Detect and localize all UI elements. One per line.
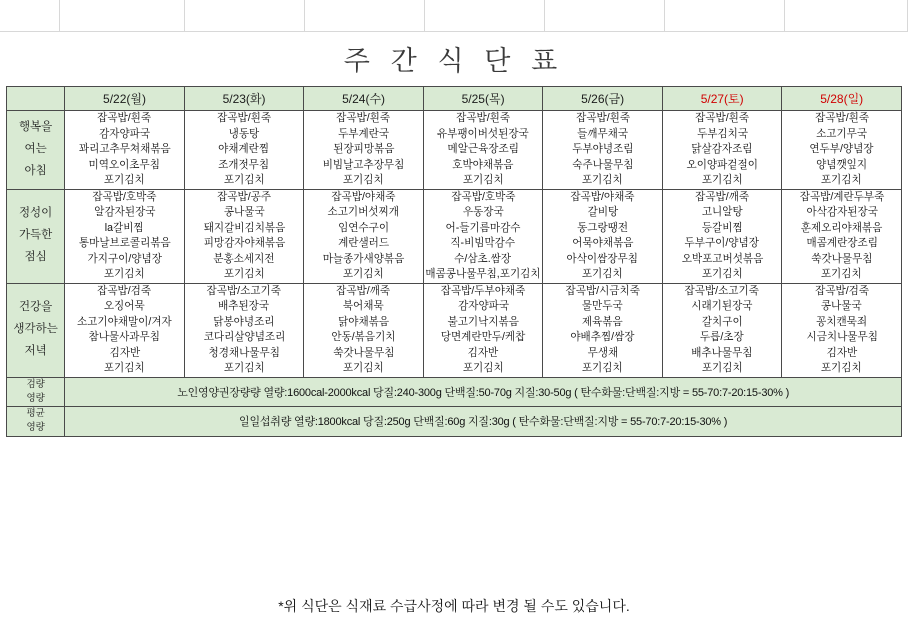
meal-cell <box>65 189 185 283</box>
meal-item: 참나물사과무침 <box>88 331 161 343</box>
meal-cell <box>423 189 543 283</box>
day-header-7: 5/28(일) <box>782 87 902 111</box>
meal-item: 돼지갈비김치볶음 <box>203 221 285 234</box>
meal-item: 꽈리고추무쳐채볶음 <box>78 143 171 155</box>
meal-item: 잡곡밥/야채죽 <box>331 190 396 203</box>
meal-item: 두부야녕조림 <box>572 143 634 155</box>
meal-item: 잡곡밥/흰죽 <box>456 112 511 124</box>
meal-row <box>7 189 902 283</box>
meal-item: 안동/볶음기치 <box>331 331 396 343</box>
meal-item: 코다리살양념조리 <box>203 331 285 343</box>
page-title: 주 간 식 단 표 <box>343 45 565 76</box>
page-title-wrap <box>0 34 908 82</box>
meal-item: 포기김치 <box>223 174 265 186</box>
meal-item: 임연수구이 <box>338 221 390 234</box>
meal-item-list <box>185 190 304 283</box>
meal-item: 불고기낙지볶음 <box>447 315 519 328</box>
meal-item: 포기김치 <box>104 268 145 280</box>
meal-item: 매콤콩나물무침,포기김치 <box>425 268 541 280</box>
meal-item-list <box>782 111 901 189</box>
meal-cell <box>65 283 185 377</box>
meal-item: 매콤계란장조림 <box>806 237 878 249</box>
meal-row-label-line: 점심 <box>24 250 47 263</box>
meal-item-list <box>65 111 184 189</box>
meal-item: 냉동탕 <box>228 127 260 140</box>
nutrition-row-label-line: 평균 <box>26 408 45 419</box>
nutrition-row-label-line: 검량 <box>26 378 45 390</box>
meal-item: 오박포고버섯볶음 <box>681 252 763 265</box>
nutrition-row-value: 일일섭취량 열량:1800kcal 당질:250g 단백질:60g 지질:30g ( 탄수화물:단백질:지방 = 55-70:7-20:15-30% ) <box>65 407 902 437</box>
meal-item: 포기김치 <box>701 362 743 374</box>
meal-item: 마늘종가새양볶음 <box>322 252 405 265</box>
meal-item: 야배추찜/쌈장 <box>570 331 635 343</box>
table-head <box>7 87 902 111</box>
meal-item: 당면계란만두/케찹 <box>440 331 526 343</box>
meal-item: 훈제오리야채볶음 <box>800 221 883 234</box>
meal-item: 통마날브로콜리볶음 <box>78 237 171 249</box>
meal-item: 잡곡밥/흰죽 <box>97 112 152 124</box>
meal-item-list <box>543 284 662 377</box>
meal-item: 잡곡밥/두부야채죽 <box>440 284 526 297</box>
meal-cell <box>304 111 424 190</box>
meal-item: 잡곡밥/검죽 <box>97 284 152 297</box>
meal-item: 김자반 <box>109 346 140 359</box>
meal-item: 메알근육장조림 <box>447 143 519 155</box>
meal-item: 두부계란국 <box>338 127 390 140</box>
meal-item-list <box>304 111 423 189</box>
meal-item: 갈비탕 <box>587 206 618 218</box>
meal-cell <box>65 111 185 190</box>
meal-item: 잡곡밥/소고기죽 <box>684 284 760 297</box>
meal-item-list <box>543 190 662 283</box>
meal-item: 아삭이쌈장무침 <box>566 252 639 265</box>
meal-item-list <box>782 190 901 283</box>
meal-cell <box>184 111 304 190</box>
day-header-5: 5/26(금) <box>543 87 663 111</box>
meal-row <box>7 111 902 190</box>
meal-item: 쑥갓나물무침 <box>811 252 873 265</box>
meal-item: 감자양파국 <box>99 127 151 140</box>
nutrition-row <box>7 407 902 437</box>
meal-cell <box>662 189 782 283</box>
meal-item: 포기김치 <box>343 362 384 374</box>
meal-item: 두릅/초장 <box>700 331 745 343</box>
meal-item: 콩나물국 <box>821 300 863 312</box>
meal-item-list <box>424 190 543 283</box>
meal-row-label <box>7 283 65 377</box>
meal-cell <box>184 189 304 283</box>
meal-item: 김자반 <box>826 346 858 359</box>
meal-item-list <box>65 284 184 377</box>
nutrition-row-label <box>7 377 65 407</box>
meal-item: 호박야채볶음 <box>452 158 514 171</box>
meal-cell <box>662 111 782 190</box>
meal-item: 야채계란찜 <box>218 143 270 155</box>
meal-item-list <box>663 284 782 377</box>
nutrition-row-label-line: 영량 <box>26 422 45 434</box>
meal-item-list <box>185 284 304 377</box>
meal-item: 비빔날고추장무침 <box>322 158 405 171</box>
meal-item-list <box>663 190 782 283</box>
meal-item: 된장피망볶음 <box>332 143 395 155</box>
weekly-menu-table <box>6 86 902 437</box>
meal-item: 물만두국 <box>582 300 624 312</box>
meal-item: 들깨무채국 <box>577 127 629 140</box>
meal-item: 시금치나물무침 <box>806 331 878 343</box>
meal-item: 고니알탕 <box>701 206 743 218</box>
meal-item-list <box>304 190 423 283</box>
meal-item: 두부구이/양념장 <box>684 237 760 249</box>
meal-row-label-line: 건강을 <box>18 301 53 314</box>
grid-cell <box>665 0 785 32</box>
meal-item: 포기김치 <box>821 362 863 374</box>
meal-item-list <box>543 111 662 189</box>
meal-item: 잡곡밥/소고기죽 <box>206 284 282 297</box>
meal-item-list <box>65 190 184 283</box>
meal-item: 숙주나물무침 <box>572 158 634 171</box>
meal-item: 잡곡밥/흰죽 <box>336 112 391 124</box>
meal-item: 청경채나물무침 <box>208 346 280 359</box>
meal-cell <box>543 111 663 190</box>
nutrition-row <box>7 377 902 407</box>
meal-item: 오이양파겉절이 <box>686 158 758 171</box>
meal-item: 포기김치 <box>462 362 504 374</box>
meal-item: 포기김치 <box>701 174 743 186</box>
meal-item: 갈치구이 <box>701 315 743 328</box>
grid-cell <box>305 0 425 32</box>
meal-item: 가지구이/양념장 <box>87 252 162 265</box>
meal-cell <box>543 283 663 377</box>
meal-item: 조개젓무침 <box>218 158 270 171</box>
meal-item-list <box>185 111 304 189</box>
meal-item: 잡곡밥/깨죽 <box>695 190 750 203</box>
meal-item: 꽁치캔묵죄 <box>816 315 868 328</box>
meal-item: 잡곡밥/흰죽 <box>695 112 750 124</box>
meal-item: 아삭감자된장국 <box>806 206 878 218</box>
meal-item: 포기김치 <box>104 362 145 374</box>
spreadsheet-top-strip <box>0 0 908 32</box>
meal-item: 포기김치 <box>223 268 265 280</box>
meal-item-list <box>304 284 423 377</box>
meal-item: 콩나물국 <box>223 206 265 218</box>
meal-item: 배추나물무침 <box>691 346 753 359</box>
meal-item: 두부김치국 <box>696 127 748 140</box>
meal-item: 잡곡밥/공주 <box>217 190 272 203</box>
meal-row-label <box>7 111 65 190</box>
meal-item: 양념깻잎지 <box>816 158 868 171</box>
meal-item: 잡곡밥/흰죽 <box>814 112 869 124</box>
meal-item: 직-비빔막감수 <box>450 237 516 249</box>
meal-item: 포기김치 <box>343 268 384 280</box>
meal-item: 포기김치 <box>462 174 504 186</box>
meal-row-label-line: 가득한 <box>18 229 53 242</box>
meal-item: 소고기무국 <box>816 127 868 140</box>
meal-item: 닭봉야녕조리 <box>213 315 275 328</box>
meal-item: la갈비찜 <box>105 221 144 234</box>
meal-item: 닭야채볶음 <box>338 315 390 328</box>
header-row <box>7 87 902 111</box>
meal-item: 수/삼초.쌈장 <box>454 252 512 265</box>
meal-row-label <box>7 189 65 283</box>
meal-item: 잡곡밥/계란두부죽 <box>799 190 884 203</box>
meal-cell <box>423 283 543 377</box>
meal-item: 감자양파국 <box>457 300 509 312</box>
meal-item: 알감자된장국 <box>93 206 156 218</box>
meal-item: 시래기된장국 <box>691 300 753 312</box>
grid-cell <box>785 0 908 32</box>
meal-row-label-line: 행복을 <box>18 120 53 133</box>
meal-item: 잡곡밥/흰죽 <box>575 112 630 124</box>
meal-cell <box>184 283 304 377</box>
meal-row-label-line: 저녁 <box>24 344 47 357</box>
meal-item: 계란샐러드 <box>338 237 390 249</box>
meal-item: 피망감자야채볶음 <box>203 237 285 249</box>
nutrition-row-label-line: 영량 <box>26 392 45 404</box>
day-header-4: 5/25(목) <box>423 87 543 111</box>
meal-item: 잡곡밥/호박죽 <box>92 190 157 203</box>
meal-cell <box>782 283 902 377</box>
meal-cell <box>782 111 902 190</box>
meal-item: 어-들기름마감수 <box>445 221 521 234</box>
meal-cell <box>543 189 663 283</box>
meal-item: 잡곡밥/깨죽 <box>336 284 391 297</box>
meal-cell <box>662 283 782 377</box>
meal-item-list <box>424 284 543 377</box>
meal-item: 동그랑땡전 <box>577 221 629 234</box>
meal-item-list <box>424 111 543 189</box>
meal-row-label-line: 아침 <box>24 164 47 177</box>
meal-cell <box>423 111 543 190</box>
meal-row-label-line: 정성이 <box>18 207 53 220</box>
meal-item: 잡곡밥/야채죽 <box>570 190 635 203</box>
day-header-2: 5/23(화) <box>184 87 304 111</box>
meal-item: 포기김치 <box>582 268 624 280</box>
meal-item: 포기김치 <box>343 174 384 186</box>
table-body <box>7 111 902 437</box>
meal-item: 포기김치 <box>582 362 624 374</box>
meal-item: 포기김치 <box>821 268 863 280</box>
meal-item: 잡곡밥/검죽 <box>814 284 869 297</box>
meal-item: 포기김치 <box>104 174 145 186</box>
meal-cell <box>782 189 902 283</box>
meal-item: 잡곡밥/흰죽 <box>217 112 272 124</box>
day-header-6: 5/27(토) <box>662 87 782 111</box>
meal-item: 연두부/양념장 <box>809 143 874 155</box>
meal-item: 잡곡밥/호박죽 <box>451 190 516 203</box>
day-header-1: 5/22(월) <box>65 87 185 111</box>
meal-item: 등갈비찜 <box>701 221 743 234</box>
meal-item-list <box>782 284 901 377</box>
meal-item: 포기김치 <box>223 362 265 374</box>
grid-cell <box>60 0 185 32</box>
meal-item: 제육볶음 <box>582 315 624 328</box>
meal-item: 김자반 <box>467 346 499 359</box>
grid-cell <box>0 0 60 32</box>
meal-item: 배추된장국 <box>218 300 270 312</box>
day-header-3: 5/24(수) <box>304 87 424 111</box>
meal-item: 닭살감자조림 <box>691 143 753 155</box>
meal-item: 유부팽이버섯된장국 <box>437 127 530 140</box>
meal-cell <box>304 283 424 377</box>
meal-item: 북어채묵 <box>343 300 384 312</box>
meal-item-list <box>663 111 782 189</box>
meal-item: 어묵야채볶음 <box>572 237 634 249</box>
meal-item: 미역오이초무침 <box>88 158 161 171</box>
meal-item: 소고기야채말이/겨자 <box>77 315 172 328</box>
meal-item: 무생채 <box>587 346 618 359</box>
meal-item: 소고기버섯찌개 <box>327 206 400 218</box>
meal-item: 포기김치 <box>582 174 624 186</box>
nutrition-row-label <box>7 407 65 437</box>
meal-item: 포기김치 <box>821 174 863 186</box>
grid-cell <box>545 0 665 32</box>
meal-item: 오징어묵 <box>104 300 145 312</box>
nutrition-row-value: 노인영양권장량량 열량:1600cal-2000kcal 당질:240-300g 단백질:50-70g 지질:30-50g ( 탄수화물:단백질:지방 = 55-70:7-20:15-30% ) <box>65 377 902 407</box>
footnote: *위 식단은 식재료 수급사정에 따라 변경 될 수도 있습니다. <box>278 598 630 614</box>
meal-item: 잡곡밥/시금치죽 <box>565 284 640 297</box>
meal-item: 우동장국 <box>462 206 504 218</box>
meal-cell <box>304 189 424 283</box>
grid-cell <box>425 0 545 32</box>
meal-row-label-line: 여는 <box>24 142 47 155</box>
meal-row-label-line: 생각하는 <box>13 323 58 336</box>
meal-item: 분홍소세지전 <box>213 252 275 265</box>
meal-row <box>7 283 902 377</box>
header-corner <box>7 87 65 111</box>
meal-item: 쑥갓나물무침 <box>332 346 395 359</box>
meal-item: 포기김치 <box>701 268 743 280</box>
grid-cell <box>185 0 305 32</box>
